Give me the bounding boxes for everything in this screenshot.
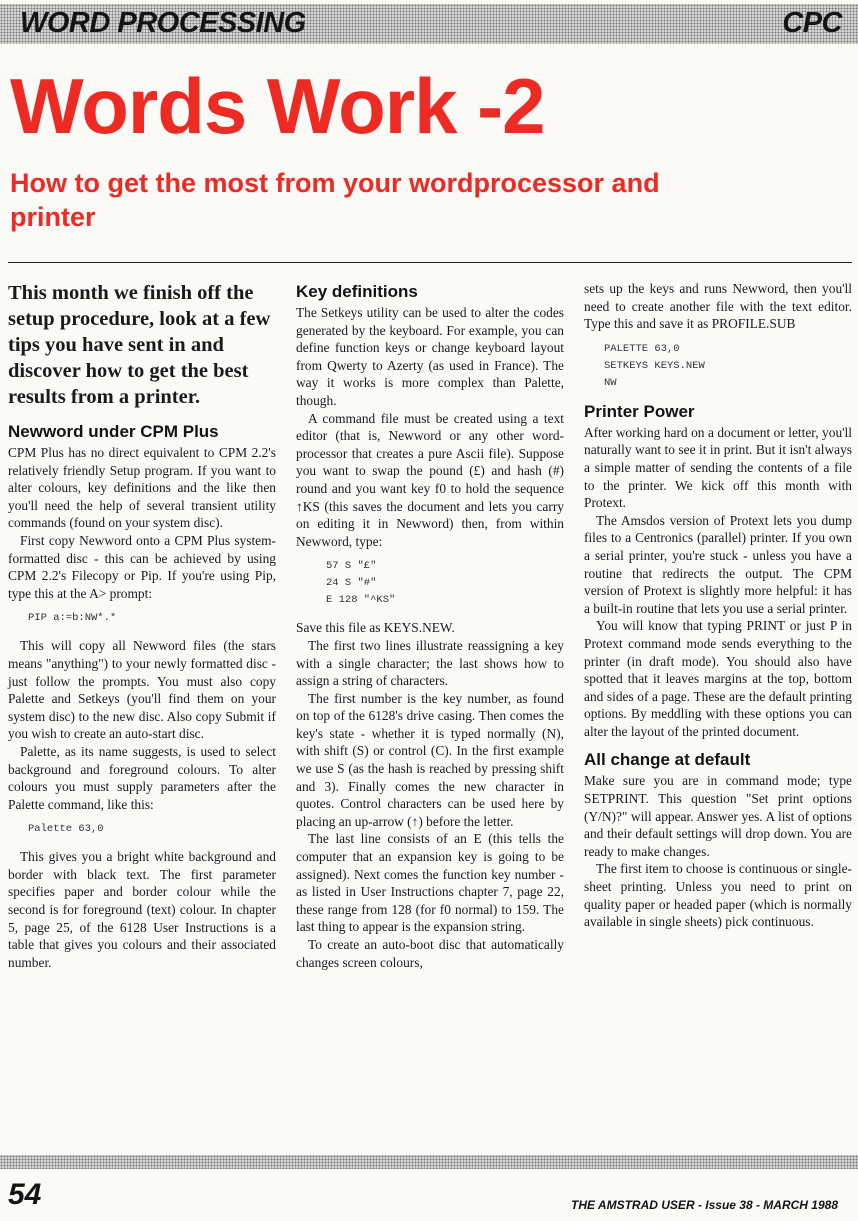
- paragraph: Make sure you are in command mode; type SETPRINT. This question "Set print options (Y/N)?" will appear. Answer yes. A list of options and their default settings will drop down. You are ready to make changes.: [584, 773, 852, 859]
- section-label: WORD PROCESSING: [20, 7, 306, 39]
- paragraph: The last line consists of an E (this tells the computer that an expansion key is going to be assigned). Next comes the function key number - as listed in User Instructions chapter 7, page 22, these range from 128 (for f0 normal) to 159. The last thing to appear is the expansion string.: [296, 831, 564, 935]
- column-2: [296, 280, 564, 971]
- title-divider: [8, 262, 852, 263]
- paragraph: This gives you a bright white background and border with black text. The first parameter specifies paper and border colour while the second is for foreground (text) colour. In chapter 5, page 25, of the 6128 User Instructions is a table that gives you colours and their associated number.: [8, 849, 276, 970]
- paragraph: This will copy all Newword files (the stars means "anything") to your newly formatted disc - just follow the prompts. You must also copy Palette and Setkeys (you'll find them on your system disc) to the new disc. Also copy Submit if you wish to create an auto-start disc.: [8, 638, 276, 742]
- heading-printer-power: Printer Power: [584, 401, 695, 421]
- article-subtitle: How to get the most from your wordprocessor and printer: [10, 168, 660, 232]
- code-block-keys: [326, 558, 564, 609]
- paragraph: Palette, as its name suggests, is used to select background and foreground colours. To alter colours you must supply parameters after the Palette command, like this:: [8, 743, 276, 812]
- code-line: 57 S "£": [326, 560, 377, 573]
- heading-newword: Newword under CPM Plus: [8, 422, 219, 441]
- paragraph: The Amsdos version of Protext lets you dump files to a Centronics (parallel) printer. If you own a serial printer, you're stuck - unless you have a routine that redirects the output. The CPM version of Protext is slightly more helpful: it has a built-in routine that lets you use a serial printer.: [584, 512, 852, 616]
- paragraph: A command file must be created using a text editor (that is, Newword or any other word-processor that creates a pure Ascii file). Suppose you want to swap the pound (£) and hash (#) round and you want key f0 to hold the sequence ↑KS (this saves the document and lets you carry on editing it in Newword) then, from within Newword, type:: [296, 410, 564, 549]
- code-block-profile: [604, 341, 852, 392]
- platform-label: CPC: [782, 7, 842, 39]
- article-title: Words Work -2: [10, 62, 545, 150]
- paragraph: To create an auto-boot disc that automatically changes screen colours,: [296, 937, 564, 970]
- heading-all-change: All change at default: [584, 750, 751, 770]
- heading-key-definitions: Key definitions: [296, 282, 418, 301]
- paragraph: After working hard on a document or letter, you'll naturally want to see it in print. But it isn't always a simple matter of sending the contents of a file to the printer. We kick off this month with Protext.: [584, 424, 852, 511]
- paragraph: Save this file as KEYS.NEW.: [296, 620, 455, 636]
- code-line: 24 S "#": [326, 577, 377, 590]
- code-block-pip: PIP a:=b:NW*.*: [28, 612, 117, 625]
- code-line: PALETTE 63,0: [604, 342, 680, 355]
- paragraph: sets up the keys and runs Newword, then you'll need to create another file with the text editor. Type this and save it as PROFILE.SUB: [584, 281, 852, 332]
- paragraph: First copy Newword onto a CPM Plus system-formatted disc - this can be achieved by using CPM 2.2's Filecopy or Pip. If you're using Pip, type this at the A> prompt:: [8, 532, 276, 601]
- column-3: [584, 280, 852, 931]
- magazine-footer: THE AMSTRAD USER - Issue 38 - MARCH 1988: [571, 1198, 838, 1212]
- paragraph: The Setkeys utility can be used to alter the codes generated by the keyboard. For example, you can define function keys or change keyboard layout from Qwerty to Azerty (as used in France). The way it works is more complex than Palette, though.: [296, 305, 564, 408]
- paragraph: CPM Plus has no direct equivalent to CPM 2.2's relatively friendly Setup program. If you want to alter colours, key definitions and the like then you'll need the help of several transient utility commands (found on your system disc).: [8, 445, 276, 531]
- page-number: 54: [8, 1178, 42, 1211]
- paragraph: The first number is the key number, as found on top of the 6128's drive casing. Then comes the key's state - whether it is typed normally (N), with shift (S) or control (C). In the first example we use S (as the hash is reached by pressing shift and 3). Finally comes the new character in quotes. Control characters can be used here by placing an up-arrow (↑) before the letter.: [296, 690, 564, 829]
- code-line: SETKEYS KEYS.NEW: [604, 359, 705, 372]
- column-1: [8, 280, 276, 971]
- code-line: E 128 "^KS": [326, 594, 396, 607]
- intro-paragraph: This month we finish off the setup procedure, look at a few tips you have sent in and discover how to get the best results from a printer.: [8, 282, 271, 408]
- paragraph: The first item to choose is continuous or single-sheet printing. Unless you need to print on quality paper or headed paper (which is normally available in single sheets) pick continuous.: [584, 861, 852, 930]
- paragraph: The first two lines illustrate reassigning a key with a single character; the last shows how to assign a string of characters.: [296, 637, 564, 689]
- paragraph: You will know that typing PRINT or just P in Protext command mode sends everything to the printer (in draft mode). You should also have spotted that it leaves margins at the top, bottom and sides of a page. These are the default printing options. By meddling with these options you can alter the layout of the printed document.: [584, 618, 852, 739]
- footer-band: [0, 1155, 858, 1169]
- code-line: NW: [604, 376, 617, 389]
- code-block-palette: Palette 63,0: [28, 823, 104, 836]
